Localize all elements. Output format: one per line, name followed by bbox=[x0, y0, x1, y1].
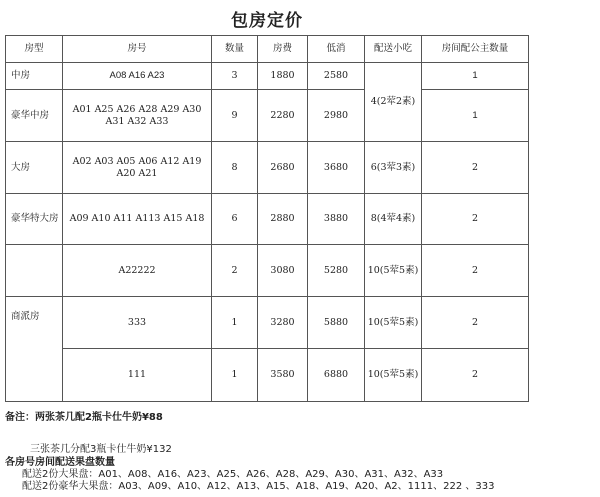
cell-snacks: 10(5荤5素) bbox=[365, 245, 422, 297]
cell-quantity: 2 bbox=[212, 245, 258, 297]
cell-min-spend: 3880 bbox=[308, 194, 365, 245]
cell-room-type: 中房 bbox=[6, 63, 63, 90]
table-row bbox=[6, 194, 529, 245]
cell-quantity: 8 bbox=[212, 142, 258, 194]
cell-room-type-empty bbox=[6, 245, 63, 297]
cell-room-number: A09 A10 A11 A113 A15 A18 bbox=[63, 194, 212, 245]
note-line-3: 各房号房间配送果盘数量 bbox=[5, 457, 115, 468]
cell-room-type: 豪华特大房 bbox=[6, 194, 63, 245]
cell-room-number: A22222 bbox=[63, 245, 212, 297]
table-row bbox=[6, 63, 529, 90]
header-room-type: 房型 bbox=[6, 36, 63, 63]
table-row bbox=[6, 349, 529, 402]
cell-room-number: A02 A03 A05 A06 A12 A19 A20 A21 bbox=[63, 142, 212, 194]
cell-princess-count: 2 bbox=[422, 245, 529, 297]
cell-room-number: 111 bbox=[63, 349, 212, 402]
cell-room-fee: 2280 bbox=[258, 90, 308, 142]
cell-room-number: 333 bbox=[63, 297, 212, 349]
cell-min-spend: 6880 bbox=[308, 349, 365, 402]
table-header-row bbox=[6, 36, 529, 63]
table-row bbox=[6, 142, 529, 194]
cell-room-type: 大房 bbox=[6, 142, 63, 194]
header-snacks: 配送小吃 bbox=[365, 36, 422, 63]
cell-room-fee: 2680 bbox=[258, 142, 308, 194]
cell-quantity: 1 bbox=[212, 297, 258, 349]
cell-quantity: 9 bbox=[212, 90, 258, 142]
cell-snacks: 10(5荤5素) bbox=[365, 297, 422, 349]
header-room-number: 房号 bbox=[63, 36, 212, 63]
cell-snacks: 8(4荤4素) bbox=[365, 194, 422, 245]
header-princess-count: 房间配公主数量 bbox=[422, 36, 529, 63]
cell-room-fee: 3580 bbox=[258, 349, 308, 402]
cell-room-fee: 3280 bbox=[258, 297, 308, 349]
cell-princess-count: 1 bbox=[422, 63, 529, 90]
note-line-4: 配送2份大果盘：A01、A08、A16、A23、A25、A26、A28、A29、A30、A31、A32、A33 bbox=[22, 469, 444, 480]
cell-snacks: 6(3荤3素) bbox=[365, 142, 422, 194]
cell-snacks-merged: 4(2荤2素) bbox=[365, 63, 422, 142]
note-line-1: 备注：两张茶几配2瓶卡仕牛奶¥88 bbox=[5, 412, 163, 423]
cell-quantity: 6 bbox=[212, 194, 258, 245]
cell-princess-count: 2 bbox=[422, 349, 529, 402]
cell-min-spend: 5880 bbox=[308, 297, 365, 349]
cell-min-spend: 2980 bbox=[308, 90, 365, 142]
cell-room-number: A01 A25 A26 A28 A29 A30 A31 A32 A33 bbox=[63, 90, 212, 142]
header-quantity: 数量 bbox=[212, 36, 258, 63]
cell-snacks: 10(5荤5素) bbox=[365, 349, 422, 402]
cell-room-type: 豪华中房 bbox=[6, 90, 63, 142]
cell-room-fee: 2880 bbox=[258, 194, 308, 245]
cell-min-spend: 5280 bbox=[308, 245, 365, 297]
cell-room-fee: 1880 bbox=[258, 63, 308, 90]
cell-room-type-merged: 商派房 bbox=[6, 297, 63, 402]
cell-room-fee: 3080 bbox=[258, 245, 308, 297]
cell-quantity: 1 bbox=[212, 349, 258, 402]
cell-quantity: 3 bbox=[212, 63, 258, 90]
note-line-2: 三张茶几分配3瓶卡仕牛奶¥132 bbox=[30, 444, 172, 455]
header-min-spend: 低消 bbox=[308, 36, 365, 63]
cell-princess-count: 2 bbox=[422, 142, 529, 194]
cell-princess-count: 2 bbox=[422, 297, 529, 349]
table-row bbox=[6, 297, 529, 349]
header-room-fee: 房费 bbox=[258, 36, 308, 63]
note-line-5: 配送2份豪华大果盘：A03、A09、A10、A12、A13、A15、A18、A19、A20、A2、1111、222 、333 bbox=[22, 481, 495, 492]
cell-princess-count: 2 bbox=[422, 194, 529, 245]
page-title: 包房定价 bbox=[231, 11, 303, 31]
cell-min-spend: 3680 bbox=[308, 142, 365, 194]
table-row bbox=[6, 90, 529, 142]
cell-room-number: A08 A16 A23 bbox=[63, 63, 212, 90]
cell-min-spend: 2580 bbox=[308, 63, 365, 90]
table-row bbox=[6, 245, 529, 297]
pricing-table bbox=[5, 35, 529, 402]
cell-princess-count: 1 bbox=[422, 90, 529, 142]
